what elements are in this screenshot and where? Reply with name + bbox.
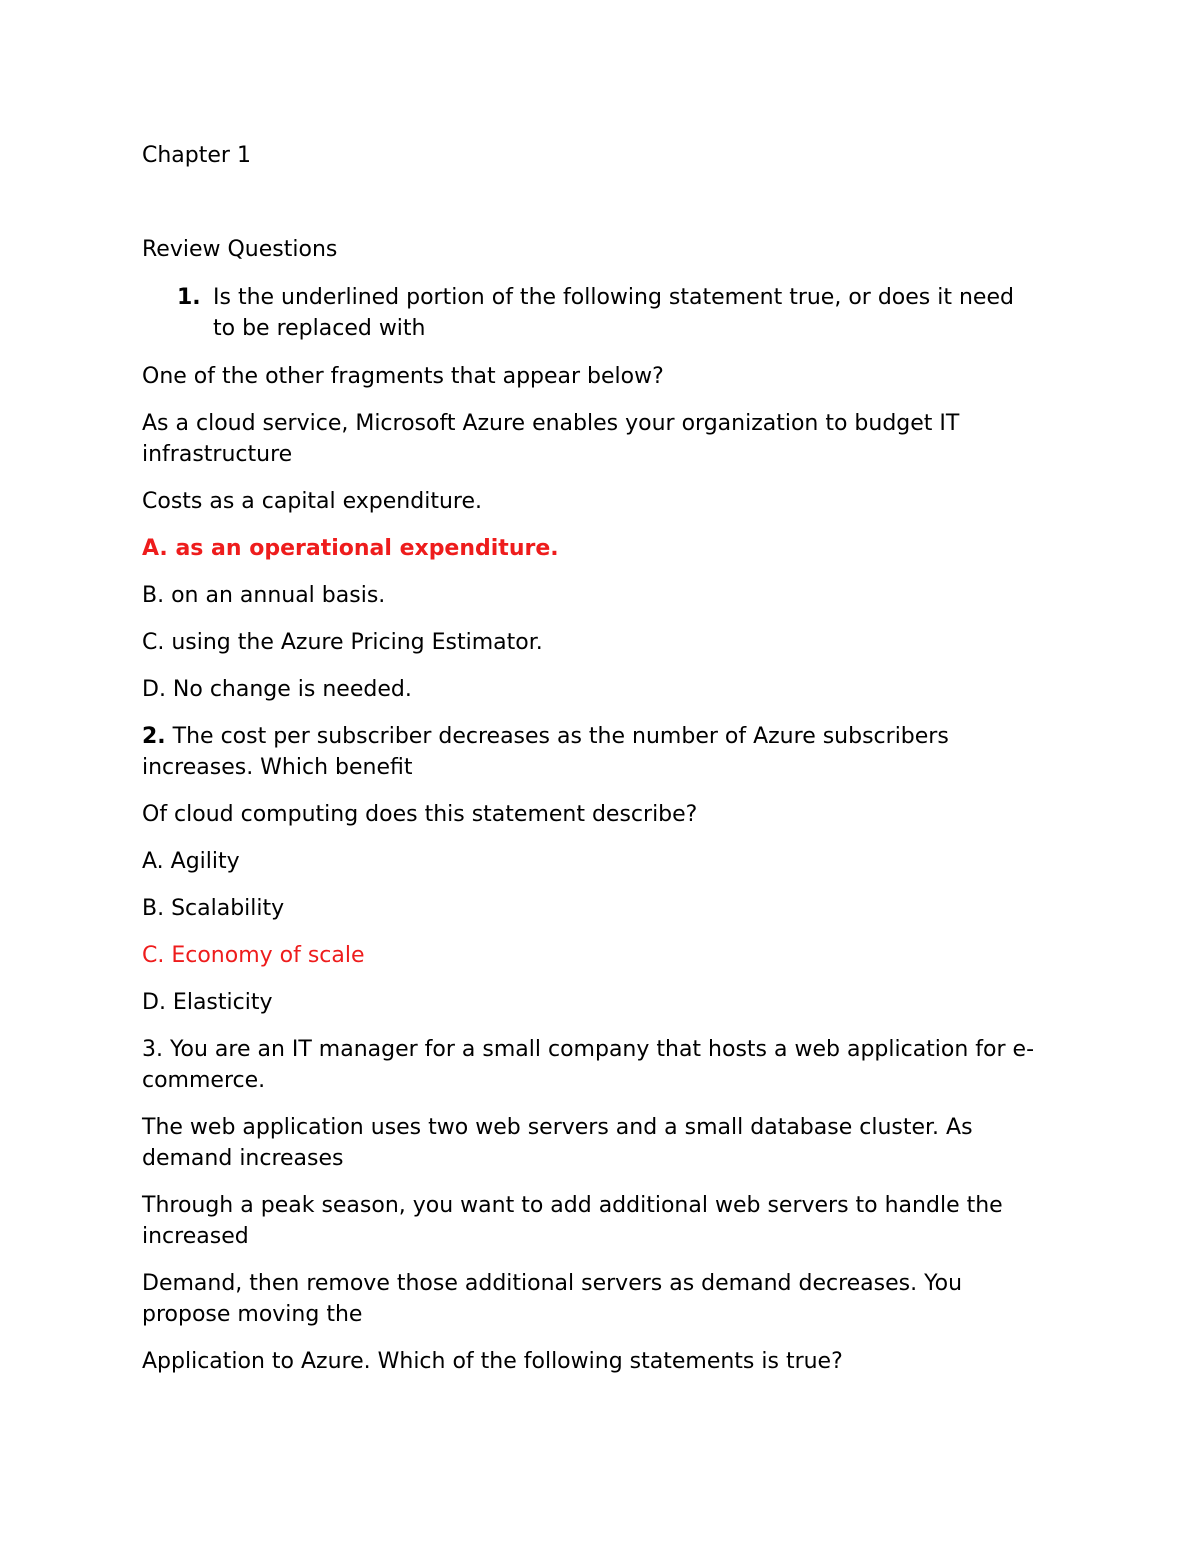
question-1-number: 1.: [177, 285, 201, 310]
question-3-line-2: The web application uses two web servers and a small database cluster. As demand increases: [142, 1115, 973, 1171]
question-2-option-a: A. Agility: [142, 849, 240, 874]
question-3-line-3: Through a peak season, you want to add additional web servers to handle the increased: [142, 1193, 1003, 1249]
question-2-number: 2.: [142, 724, 166, 749]
question-1-statement: As a cloud service, Microsoft Azure enables your organization to budget IT infrastructure: [142, 411, 960, 467]
question-1-option-b: B. on an annual basis.: [142, 583, 386, 608]
question-1-option-a-answer: A. as an operational expenditure.: [142, 536, 559, 561]
question-3-line-4: Demand, then remove those additional servers as demand decreases. You propose moving the: [142, 1271, 963, 1327]
question-2: [142, 721, 1042, 783]
question-1-statement-end: Costs as a capital expenditure.: [142, 489, 482, 514]
question-1: [142, 282, 1042, 344]
question-1-text: Is the underlined portion of the following statement true, or does it need to be replaced with: [213, 285, 1014, 341]
question-3-line-1: 3. You are an IT manager for a small company that hosts a web application for e-commerce.: [142, 1037, 1035, 1093]
question-2-option-b: B. Scalability: [142, 896, 285, 921]
question-3-line-5: Application to Azure. Which of the following statements is true?: [142, 1349, 843, 1374]
chapter-heading: Chapter 1: [142, 143, 251, 168]
question-2-option-c-answer: C. Economy of scale: [142, 943, 365, 968]
question-1-line-2: One of the other fragments that appear below?: [142, 364, 664, 389]
document-page: [142, 140, 1042, 1393]
section-heading: Review Questions: [142, 237, 338, 262]
question-2-text: The cost per subscriber decreases as the number of Azure subscribers increases. Which benefit: [142, 724, 949, 780]
question-2-line-2: Of cloud computing does this statement describe?: [142, 802, 698, 827]
question-1-option-c: C. using the Azure Pricing Estimator.: [142, 630, 543, 655]
question-1-option-d: D. No change is needed.: [142, 677, 412, 702]
question-2-option-d: D. Elasticity: [142, 990, 273, 1015]
